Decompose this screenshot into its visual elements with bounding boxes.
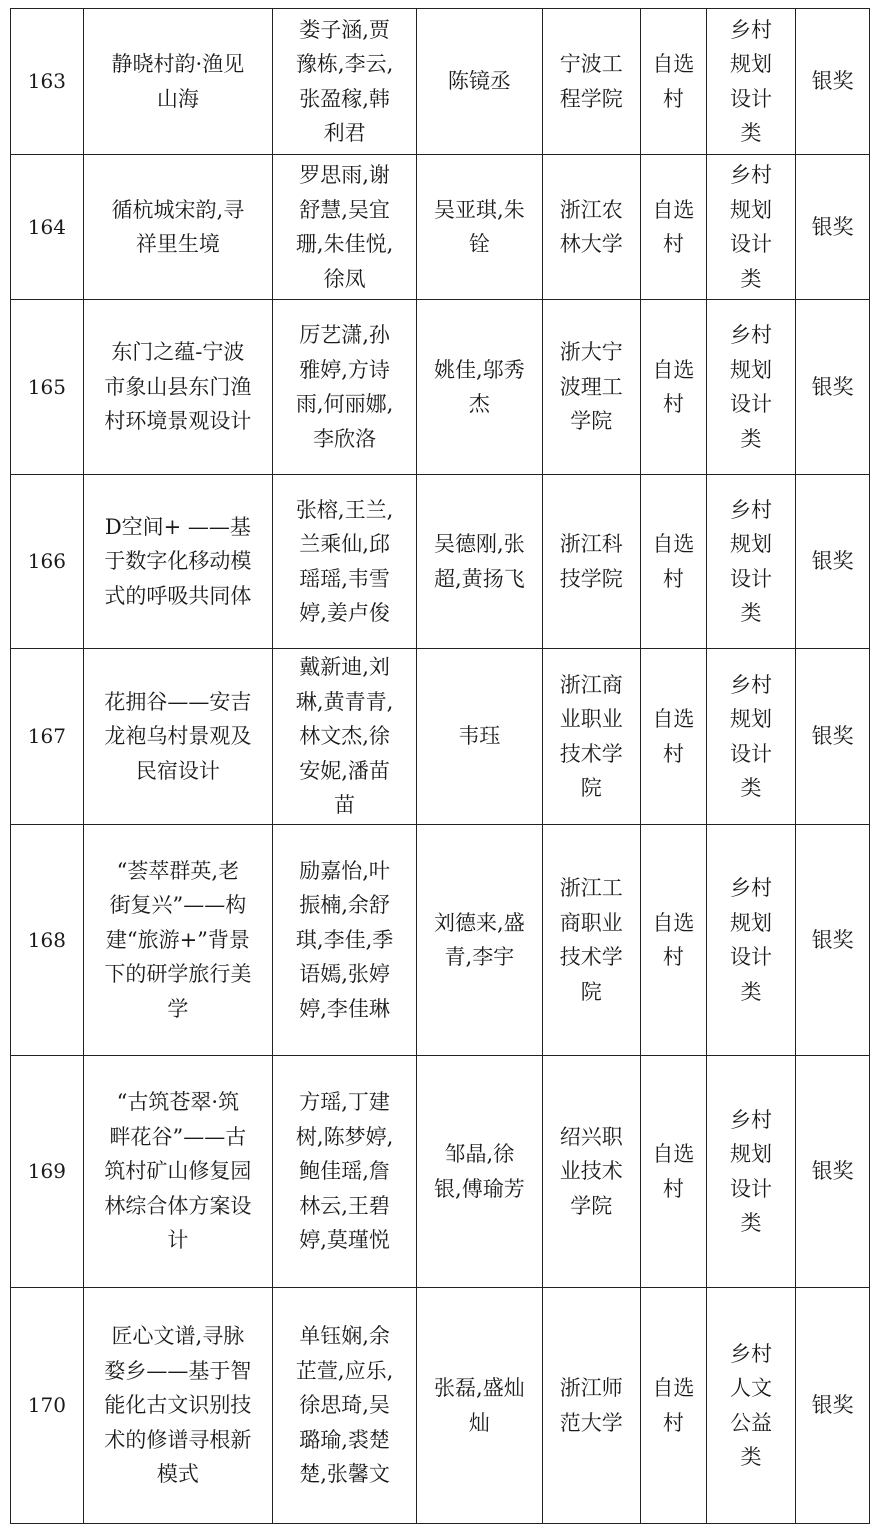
table-row <box>11 9 870 155</box>
village-type-cell <box>641 1288 707 1524</box>
row-number-cell <box>11 1056 84 1288</box>
project-title-line: 建“旅游+”背景 <box>105 927 250 952</box>
project-title-line: 婺乡——基于智 <box>104 1358 252 1383</box>
school-name-cell <box>542 9 640 155</box>
village-type-cell <box>641 155 707 300</box>
project-title-cell <box>83 475 272 649</box>
project-title-line: 能化古文识别技 <box>104 1393 252 1418</box>
village-type-line: 村 <box>662 945 684 969</box>
project-title-line: 术的修谱寻根新 <box>104 1427 252 1452</box>
team-members-cell <box>273 1056 417 1288</box>
team-members-line: 语嫣,张婷 <box>299 962 390 987</box>
team-members-line: 娄子涵,贾 <box>299 17 390 42</box>
school-name-line: 浙江商 <box>559 672 623 697</box>
project-title-cell <box>83 825 272 1056</box>
project-title-line: 街复兴”——构 <box>109 893 247 918</box>
advisors-cell <box>417 649 542 825</box>
table-row <box>11 155 870 300</box>
row-number-cell <box>11 9 84 155</box>
village-type-line: 村 <box>662 1410 684 1435</box>
team-members-cell <box>273 825 417 1056</box>
village-type-line: 自选 <box>652 52 695 76</box>
project-title-line: “古筑苍翠·筑 <box>116 1090 240 1115</box>
award-category-line: 类 <box>740 121 762 145</box>
project-title-line: “荟萃群英,老 <box>116 858 240 883</box>
advisors-line: 刘德来,盛 <box>434 910 525 935</box>
project-title-cell <box>83 649 272 825</box>
team-members-cell <box>273 475 417 649</box>
village-type-line: 村 <box>662 392 684 416</box>
award-category-line: 设计 <box>730 232 773 256</box>
team-members-line: 方瑶,丁建 <box>299 1090 390 1115</box>
school-name-line: 技术学 <box>559 945 623 969</box>
team-members-cell <box>273 1288 417 1524</box>
school-name-line: 业职业 <box>559 707 623 731</box>
village-type-line: 自选 <box>652 910 695 935</box>
village-type-line: 村 <box>662 1176 684 1201</box>
award-category-line: 规划 <box>730 910 773 935</box>
table-body <box>11 9 870 1524</box>
village-type-line: 村 <box>662 741 684 766</box>
school-name-line: 院 <box>580 979 602 1004</box>
award-category-cell <box>706 155 796 300</box>
village-type-cell <box>641 1056 707 1288</box>
team-members-line: 振楠,余舒 <box>299 893 390 918</box>
advisors-line: 铨 <box>468 232 490 256</box>
school-name-line: 技学院 <box>559 566 623 591</box>
award-category-line: 人文 <box>730 1376 773 1400</box>
row-number-cell <box>11 300 84 475</box>
row-number: 166 <box>27 549 66 574</box>
team-members-cell <box>273 300 417 475</box>
village-type-line: 自选 <box>652 357 695 382</box>
project-title-line: 龙袍乌村景观及 <box>104 724 252 749</box>
school-name-cell <box>542 475 640 649</box>
advisors-line: 姚佳,邬秀 <box>434 357 525 382</box>
award-category-cell <box>706 475 796 649</box>
team-members-line: 李欣洛 <box>313 426 377 451</box>
advisors-line: 陈镜丞 <box>447 69 511 94</box>
award-level-cell <box>796 1288 870 1524</box>
award-category-line: 设计 <box>730 392 773 416</box>
project-title-line: 计 <box>167 1228 189 1253</box>
project-title-cell <box>83 9 272 155</box>
team-members-line: 张榕,王兰, <box>295 497 394 522</box>
award-category-line: 设计 <box>730 86 773 111</box>
row-number-cell <box>11 475 84 649</box>
team-members-line: 雅婷,方诗 <box>299 357 390 382</box>
award-level-cell <box>796 825 870 1056</box>
village-type-line: 村 <box>662 86 684 111</box>
school-name-cell <box>542 1288 640 1524</box>
team-members-line: 戴新迪,刘 <box>299 655 390 680</box>
project-title-cell <box>83 300 272 475</box>
team-members-line: 鲍佳瑶,詹 <box>299 1159 390 1184</box>
team-members-line: 瑶瑶,韦雪 <box>299 566 390 591</box>
school-name-cell <box>542 300 640 475</box>
team-members-line: 林文杰,徐 <box>299 724 390 749</box>
award-category-cell <box>706 649 796 825</box>
school-name-line: 商职业 <box>559 910 623 935</box>
advisors-line: 超,黄扬飞 <box>434 566 525 591</box>
team-members-line: 舒慧,吴宜 <box>299 197 390 222</box>
advisors-cell <box>417 300 542 475</box>
village-type-line: 自选 <box>652 1376 695 1400</box>
team-members-line: 珊,朱佳悦, <box>295 232 394 256</box>
team-members-line: 树,陈梦婷, <box>295 1124 394 1149</box>
project-title-line: 山海 <box>156 86 199 111</box>
village-type-cell <box>641 9 707 155</box>
advisors-line: 张磊,盛灿 <box>434 1376 525 1400</box>
award-category-line: 类 <box>740 601 762 625</box>
team-members-line: 琳,黄青青, <box>295 689 394 714</box>
project-title-cell <box>83 155 272 300</box>
award-category-line: 规划 <box>730 357 773 382</box>
advisors-line: 青,李宇 <box>444 945 515 969</box>
school-name-line: 院 <box>580 776 602 800</box>
award-category-line: 乡村 <box>730 876 773 900</box>
project-title-cell <box>83 1288 272 1524</box>
team-members-line: 林云,王碧 <box>299 1193 390 1218</box>
project-title-line: 村环境景观设计 <box>104 409 252 434</box>
village-type-line: 自选 <box>652 707 695 731</box>
team-members-line: 厉艺潇,孙 <box>299 323 390 347</box>
school-name-line: 绍兴职 <box>559 1124 623 1149</box>
award-category-line: 规划 <box>730 197 773 222</box>
team-members-line: 单钰娴,余 <box>299 1324 390 1349</box>
village-type-line: 村 <box>662 232 684 256</box>
award-category-line: 乡村 <box>730 17 773 42</box>
award-category-line: 乡村 <box>730 1341 773 1366</box>
team-members-line: 豫栋,李云, <box>295 52 394 76</box>
award-level: 银奖 <box>811 214 854 239</box>
advisors-cell <box>417 9 542 155</box>
award-level: 银奖 <box>811 69 854 94</box>
team-members-line: 婷,李佳琳 <box>299 996 390 1021</box>
table-row <box>11 300 870 475</box>
team-members-line: 安妮,潘苗 <box>299 758 390 783</box>
award-category-line: 类 <box>740 266 762 291</box>
school-name-line: 波理工 <box>559 374 623 399</box>
project-title-line: 下的研学旅行美 <box>104 962 252 987</box>
advisors-line: 银,傅瑜芳 <box>434 1176 525 1201</box>
table-row <box>11 1056 870 1288</box>
award-category-line: 设计 <box>730 566 773 591</box>
table-row <box>11 1288 870 1524</box>
project-title-line: 静晓村韵·渔见 <box>111 52 245 76</box>
school-name-line: 浙江师 <box>559 1376 623 1400</box>
school-name-cell <box>542 1056 640 1288</box>
advisors-line: 吴亚琪,朱 <box>434 197 525 222</box>
school-name-line: 程学院 <box>559 86 623 111</box>
project-title-line: 民宿设计 <box>135 758 220 783</box>
row-number: 167 <box>27 724 66 749</box>
project-title-line: 筑村矿山修复园 <box>104 1159 252 1184</box>
award-level-cell <box>796 300 870 475</box>
team-members-line: 雨,何丽娜, <box>295 392 394 416</box>
team-members-line: 利君 <box>323 121 366 145</box>
advisors-line: 吴德刚,张 <box>434 532 525 556</box>
award-category-line: 乡村 <box>730 497 773 522</box>
advisors-line: 灿 <box>468 1410 490 1435</box>
village-type-line: 村 <box>662 566 684 591</box>
project-title-line: 模式 <box>156 1462 199 1487</box>
project-title-line: 东门之蕴-宁波 <box>111 340 245 365</box>
village-type-cell <box>641 475 707 649</box>
award-table <box>10 8 870 1524</box>
award-category-line: 规划 <box>730 532 773 556</box>
project-title-line: 学 <box>167 996 189 1021</box>
advisors-cell <box>417 825 542 1056</box>
village-type-cell <box>641 649 707 825</box>
row-number: 170 <box>27 1393 66 1418</box>
school-name-line: 学院 <box>570 409 613 434</box>
row-number-cell <box>11 649 84 825</box>
advisors-cell <box>417 1056 542 1288</box>
team-members-cell <box>273 9 417 155</box>
team-members-line: 徐思琦,吴 <box>299 1393 390 1418</box>
award-category-line: 类 <box>740 776 762 800</box>
project-title-line: D空间+ ——基 <box>104 514 251 539</box>
award-category-line: 规划 <box>730 1142 773 1166</box>
award-category-cell <box>706 300 796 475</box>
village-type-line: 自选 <box>652 1142 695 1166</box>
team-members-line: 琪,李佳,季 <box>295 927 394 952</box>
advisors-cell <box>417 155 542 300</box>
award-category-line: 乡村 <box>730 323 773 347</box>
award-category-line: 规划 <box>730 707 773 731</box>
table-row <box>11 825 870 1056</box>
award-level-cell <box>796 155 870 300</box>
award-level: 银奖 <box>811 1159 854 1184</box>
team-members-line: 兰乘仙,邱 <box>299 532 390 556</box>
award-category-cell <box>706 1288 796 1524</box>
award-category-line: 规划 <box>730 52 773 76</box>
award-category-line: 类 <box>740 1445 762 1469</box>
school-name-line: 林大学 <box>559 232 623 256</box>
award-category-line: 设计 <box>730 1176 773 1201</box>
award-level: 银奖 <box>811 549 854 574</box>
school-name-line: 宁波工 <box>559 52 623 76</box>
award-level-cell <box>796 649 870 825</box>
team-members-cell <box>273 649 417 825</box>
team-members-line: 徐凤 <box>323 266 366 291</box>
school-name-line: 浙大宁 <box>559 340 623 365</box>
advisors-line: 杰 <box>468 392 490 416</box>
team-members-line: 芷萱,应乐, <box>295 1358 394 1383</box>
row-number-cell <box>11 155 84 300</box>
award-category-line: 乡村 <box>730 1107 773 1132</box>
row-number: 169 <box>27 1159 66 1184</box>
village-type-cell <box>641 825 707 1056</box>
team-members-line: 张盈稼,韩 <box>299 86 390 111</box>
row-number-cell <box>11 825 84 1056</box>
award-category-cell <box>706 9 796 155</box>
award-level: 银奖 <box>811 927 854 952</box>
award-category-line: 设计 <box>730 945 773 969</box>
school-name-line: 浙江农 <box>559 197 623 222</box>
team-members-cell <box>273 155 417 300</box>
award-category-cell <box>706 825 796 1056</box>
row-number: 165 <box>27 374 66 399</box>
award-category-line: 类 <box>740 426 762 451</box>
project-title-cell <box>83 1056 272 1288</box>
school-name-cell <box>542 825 640 1056</box>
school-name-line: 浙江科 <box>559 532 623 556</box>
award-category-line: 类 <box>740 979 762 1004</box>
project-title-line: 市象山县东门渔 <box>104 374 252 399</box>
school-name-line: 业技术 <box>559 1159 623 1184</box>
project-title-line: 林综合体方案设 <box>104 1193 252 1218</box>
project-title-line: 祥里生境 <box>135 232 220 256</box>
award-category-line: 设计 <box>730 741 773 766</box>
project-title-line: 循杭城宋韵,寻 <box>111 197 245 222</box>
advisors-line: 韦珏 <box>458 724 501 749</box>
school-name-line: 范大学 <box>559 1410 623 1435</box>
row-number: 164 <box>27 214 66 239</box>
row-number: 163 <box>27 69 66 94</box>
award-level-cell <box>796 1056 870 1288</box>
village-type-line: 自选 <box>652 197 695 222</box>
school-name-line: 浙江工 <box>559 876 623 900</box>
project-title-line: 于数字化移动模 <box>104 549 252 574</box>
award-category-cell <box>706 1056 796 1288</box>
table-row <box>11 649 870 825</box>
team-members-line: 楚,张馨文 <box>299 1462 390 1487</box>
team-members-line: 婷,姜卢俊 <box>299 601 390 625</box>
award-category-line: 公益 <box>730 1410 773 1435</box>
award-level: 银奖 <box>811 1393 854 1418</box>
award-level: 银奖 <box>811 374 854 399</box>
advisors-cell <box>417 475 542 649</box>
award-level: 银奖 <box>811 724 854 749</box>
village-type-cell <box>641 300 707 475</box>
project-title-line: 式的呼吸共同体 <box>104 583 252 608</box>
team-members-line: 婷,莫瑾悦 <box>299 1228 390 1253</box>
school-name-cell <box>542 155 640 300</box>
advisors-line: 邹晶,徐 <box>444 1142 515 1166</box>
project-title-line: 匠心文谱,寻脉 <box>111 1324 245 1349</box>
team-members-line: 罗思雨,谢 <box>299 163 390 187</box>
village-type-line: 自选 <box>652 532 695 556</box>
award-category-line: 乡村 <box>730 163 773 187</box>
row-number-cell <box>11 1288 84 1524</box>
project-title-line: 畔花谷”——古 <box>109 1124 247 1149</box>
award-category-line: 乡村 <box>730 672 773 697</box>
school-name-line: 学院 <box>570 1193 613 1218</box>
award-level-cell <box>796 9 870 155</box>
project-title-line: 花拥谷——安吉 <box>104 689 252 714</box>
team-members-line: 苗 <box>334 793 356 818</box>
team-members-line: 璐瑜,裘楚 <box>299 1427 390 1452</box>
team-members-line: 励嘉怡,叶 <box>299 858 390 883</box>
award-level-cell <box>796 475 870 649</box>
school-name-line: 技术学 <box>559 741 623 766</box>
award-category-line: 类 <box>740 1211 762 1235</box>
row-number: 168 <box>27 927 66 952</box>
table-row <box>11 475 870 649</box>
advisors-cell <box>417 1288 542 1524</box>
school-name-cell <box>542 649 640 825</box>
